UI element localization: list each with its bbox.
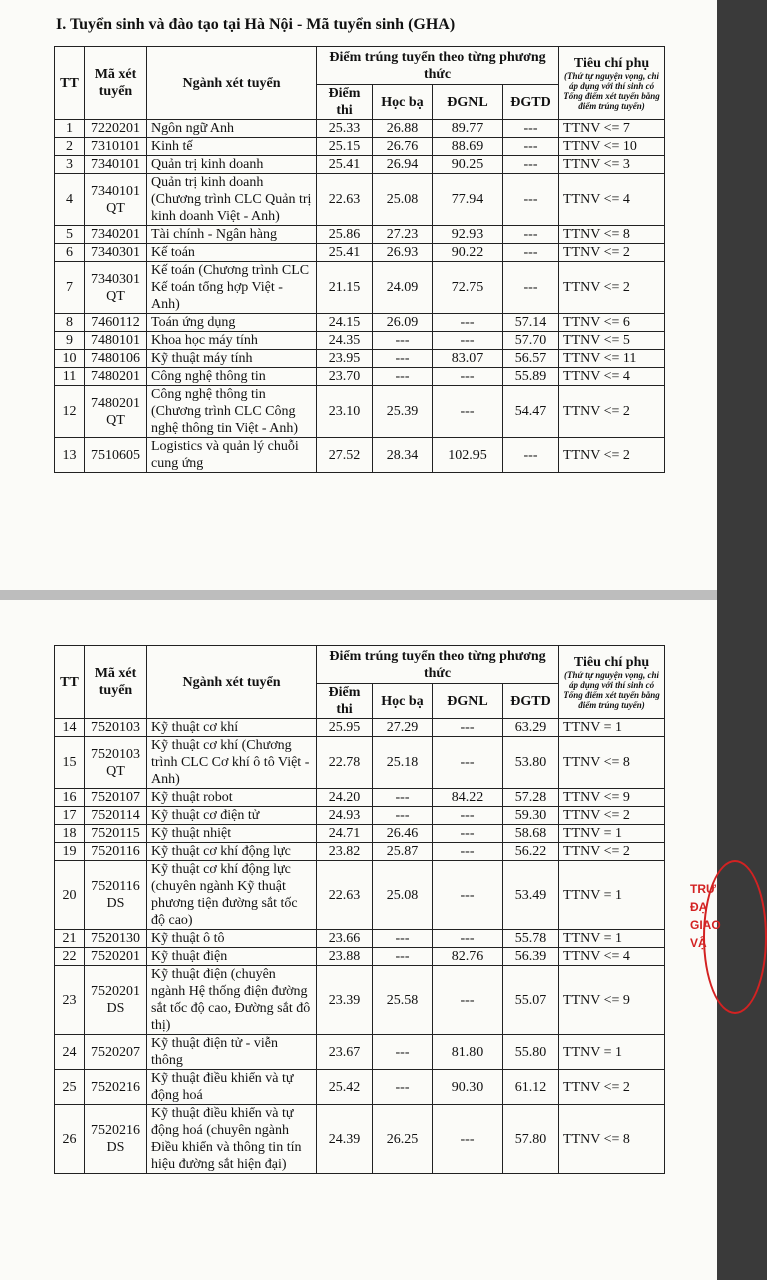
row-hoc-ba: ---: [373, 350, 433, 368]
row-dgnl: 72.75: [433, 262, 503, 314]
row-dgtd: ---: [503, 438, 559, 473]
row-dgnl: ---: [433, 825, 503, 843]
row-major: Ngôn ngữ Anh: [147, 120, 317, 138]
criteria-note: (Thứ tự nguyện vọng, chỉ áp dụng với thí sinh có Tổng điểm xét tuyển bằng điểm trúng tuyển): [563, 669, 660, 710]
criteria-title: Tiêu chí phụ: [573, 55, 650, 71]
table-row: [55, 1035, 665, 1070]
page-gap: [0, 590, 717, 600]
row-major: Kỹ thuật ô tô: [147, 930, 317, 948]
row-criteria: TTNV <= 2: [559, 262, 665, 314]
row-diem-thi: 27.52: [317, 438, 373, 473]
table-row: [55, 120, 665, 138]
table-1-body: [55, 120, 665, 473]
row-criteria: TTNV = 1: [559, 825, 665, 843]
row-major: Quản trị kinh doanh: [147, 156, 317, 174]
row-diem-thi: 25.15: [317, 138, 373, 156]
row-code: 7460112: [85, 314, 147, 332]
row-dgnl: 102.95: [433, 438, 503, 473]
table-row: [55, 825, 665, 843]
row-code: 7340201: [85, 226, 147, 244]
row-dgnl: ---: [433, 386, 503, 438]
header-dgtd: ĐGTD: [503, 85, 559, 120]
row-major: Tài chính - Ngân hàng: [147, 226, 317, 244]
row-major: Kỹ thuật cơ khí động lực: [147, 843, 317, 861]
header-diem-thi: Điểm thi: [317, 85, 373, 120]
row-diem-thi: 22.63: [317, 174, 373, 226]
row-code: 7310101: [85, 138, 147, 156]
row-hoc-ba: 27.23: [373, 226, 433, 244]
table-row: [55, 386, 665, 438]
row-diem-thi: 25.41: [317, 244, 373, 262]
row-major: Kỹ thuật máy tính: [147, 350, 317, 368]
row-hoc-ba: ---: [373, 368, 433, 386]
row-major: Công nghệ thông tin: [147, 368, 317, 386]
row-criteria: TTNV <= 2: [559, 386, 665, 438]
row-dgtd: 57.80: [503, 1105, 559, 1174]
header-score-group: Điểm trúng tuyển theo từng phương thức: [317, 47, 559, 85]
row-diem-thi: 22.78: [317, 737, 373, 789]
row-hoc-ba: 25.18: [373, 737, 433, 789]
admission-table-1: [54, 46, 665, 473]
row-number: 17: [55, 807, 85, 825]
row-code: 7340301: [85, 244, 147, 262]
row-number: 16: [55, 789, 85, 807]
row-diem-thi: 23.10: [317, 386, 373, 438]
header-code: Mã xét tuyển: [85, 47, 147, 120]
row-hoc-ba: 26.93: [373, 244, 433, 262]
header-code: Mã xét tuyển: [85, 646, 147, 719]
row-number: 10: [55, 350, 85, 368]
row-major: Kỹ thuật cơ khí (Chương trình CLC Cơ khí ô tô Việt - Anh): [147, 737, 317, 789]
row-hoc-ba: 25.08: [373, 174, 433, 226]
row-criteria: TTNV <= 8: [559, 226, 665, 244]
row-dgnl: 88.69: [433, 138, 503, 156]
row-code: 7480101: [85, 332, 147, 350]
row-criteria: TTNV <= 5: [559, 332, 665, 350]
row-dgtd: 57.14: [503, 314, 559, 332]
table-2-body: [55, 719, 665, 1174]
row-dgnl: ---: [433, 843, 503, 861]
row-code: 7520116 DS: [85, 861, 147, 930]
row-dgnl: 92.93: [433, 226, 503, 244]
table-row: [55, 789, 665, 807]
row-criteria: TTNV <= 4: [559, 368, 665, 386]
row-dgtd: ---: [503, 174, 559, 226]
row-major: Kỹ thuật điều khiển và tự động hoá (chuyên ngành Điều khiển và thông tin tín hiệu đường sắt hiện đại): [147, 1105, 317, 1174]
row-major: Công nghệ thông tin (Chương trình CLC Công nghệ thông tin Việt - Anh): [147, 386, 317, 438]
row-number: 8: [55, 314, 85, 332]
row-diem-thi: 23.66: [317, 930, 373, 948]
row-hoc-ba: 26.88: [373, 120, 433, 138]
row-number: 14: [55, 719, 85, 737]
row-dgtd: 59.30: [503, 807, 559, 825]
row-criteria: TTNV <= 8: [559, 1105, 665, 1174]
row-diem-thi: 23.95: [317, 350, 373, 368]
row-code: 7510605: [85, 438, 147, 473]
row-dgtd: 63.29: [503, 719, 559, 737]
row-criteria: TTNV <= 2: [559, 244, 665, 262]
row-hoc-ba: 25.87: [373, 843, 433, 861]
row-diem-thi: 25.95: [317, 719, 373, 737]
row-number: 22: [55, 948, 85, 966]
row-number: 23: [55, 966, 85, 1035]
header-hoc-ba: Học bạ: [373, 85, 433, 120]
row-dgtd: ---: [503, 244, 559, 262]
row-number: 18: [55, 825, 85, 843]
row-dgtd: 56.22: [503, 843, 559, 861]
row-code: 7340101: [85, 156, 147, 174]
row-diem-thi: 24.20: [317, 789, 373, 807]
row-dgnl: ---: [433, 807, 503, 825]
row-criteria: TTNV <= 4: [559, 174, 665, 226]
table-row: [55, 138, 665, 156]
admission-table-2: [54, 645, 665, 1174]
row-number: 26: [55, 1105, 85, 1174]
stamp-text: TRƯ ĐẠ GIAO VẬ: [690, 882, 721, 950]
table-row: [55, 244, 665, 262]
header-criteria: [559, 646, 665, 719]
row-major: Kỹ thuật cơ điện tử: [147, 807, 317, 825]
row-major: Kế toán: [147, 244, 317, 262]
row-code: 7480201: [85, 368, 147, 386]
row-criteria: TTNV <= 7: [559, 120, 665, 138]
row-code: 7520116: [85, 843, 147, 861]
row-major: Kỹ thuật nhiệt: [147, 825, 317, 843]
row-dgtd: ---: [503, 120, 559, 138]
row-number: 12: [55, 386, 85, 438]
row-dgnl: 90.30: [433, 1070, 503, 1105]
row-criteria: TTNV <= 11: [559, 350, 665, 368]
row-hoc-ba: 25.39: [373, 386, 433, 438]
row-dgnl: ---: [433, 1105, 503, 1174]
table-row: [55, 314, 665, 332]
table-row: [55, 174, 665, 226]
row-diem-thi: 24.71: [317, 825, 373, 843]
row-major: Logistics và quản lý chuỗi cung ứng: [147, 438, 317, 473]
header-dgtd: ĐGTD: [503, 684, 559, 719]
row-dgtd: 53.49: [503, 861, 559, 930]
row-number: 9: [55, 332, 85, 350]
row-dgnl: 90.25: [433, 156, 503, 174]
row-dgtd: 53.80: [503, 737, 559, 789]
row-dgtd: 58.68: [503, 825, 559, 843]
row-number: 21: [55, 930, 85, 948]
row-code: 7520103 QT: [85, 737, 147, 789]
row-major: Kỹ thuật điện: [147, 948, 317, 966]
row-major: Kỹ thuật điện (chuyên ngành Hệ thống điện đường sắt tốc độ cao, Đường sắt đô thị): [147, 966, 317, 1035]
row-code: 7520130: [85, 930, 147, 948]
header-hoc-ba: Học bạ: [373, 684, 433, 719]
row-number: 20: [55, 861, 85, 930]
row-criteria: TTNV <= 9: [559, 789, 665, 807]
row-diem-thi: 24.39: [317, 1105, 373, 1174]
row-criteria: TTNV <= 3: [559, 156, 665, 174]
row-hoc-ba: ---: [373, 1070, 433, 1105]
row-code: 7520115: [85, 825, 147, 843]
row-dgtd: 61.12: [503, 1070, 559, 1105]
row-code: 7520216 DS: [85, 1105, 147, 1174]
row-number: 24: [55, 1035, 85, 1070]
row-code: 7520107: [85, 789, 147, 807]
row-diem-thi: 25.41: [317, 156, 373, 174]
table-row: [55, 262, 665, 314]
row-dgtd: 54.47: [503, 386, 559, 438]
row-code: 7520207: [85, 1035, 147, 1070]
row-hoc-ba: ---: [373, 1035, 433, 1070]
row-major: Khoa học máy tính: [147, 332, 317, 350]
row-major: Kỹ thuật cơ khí: [147, 719, 317, 737]
row-dgnl: ---: [433, 368, 503, 386]
row-criteria: TTNV <= 2: [559, 1070, 665, 1105]
row-criteria: TTNV <= 8: [559, 737, 665, 789]
row-hoc-ba: 24.09: [373, 262, 433, 314]
row-hoc-ba: 26.09: [373, 314, 433, 332]
row-diem-thi: 25.42: [317, 1070, 373, 1105]
table-row: [55, 226, 665, 244]
row-dgnl: ---: [433, 719, 503, 737]
row-dgtd: 55.07: [503, 966, 559, 1035]
table-row: [55, 1070, 665, 1105]
row-code: 7520103: [85, 719, 147, 737]
row-hoc-ba: 26.25: [373, 1105, 433, 1174]
row-dgtd: 55.80: [503, 1035, 559, 1070]
row-major: Kỹ thuật cơ khí động lực (chuyên ngành Kỹ thuật phương tiện đường sắt tốc độ cao): [147, 861, 317, 930]
row-hoc-ba: ---: [373, 789, 433, 807]
row-code: 7480201 QT: [85, 386, 147, 438]
row-dgnl: ---: [433, 966, 503, 1035]
row-dgtd: 57.28: [503, 789, 559, 807]
row-diem-thi: 25.86: [317, 226, 373, 244]
row-dgnl: 82.76: [433, 948, 503, 966]
row-diem-thi: 23.88: [317, 948, 373, 966]
section-title: I. Tuyển sinh và đào tạo tại Hà Nội - Mã tuyển sinh (GHA): [56, 16, 456, 33]
row-code: 7520216: [85, 1070, 147, 1105]
row-code: 7220201: [85, 120, 147, 138]
row-dgnl: 84.22: [433, 789, 503, 807]
table-row: [55, 861, 665, 930]
row-major: Toán ứng dụng: [147, 314, 317, 332]
header-tt: TT: [55, 646, 85, 719]
table-row: [55, 807, 665, 825]
row-diem-thi: 24.93: [317, 807, 373, 825]
row-code: 7480106: [85, 350, 147, 368]
row-dgtd: ---: [503, 156, 559, 174]
row-dgtd: 55.89: [503, 368, 559, 386]
header-dgnl: ĐGNL: [433, 684, 503, 719]
row-dgtd: ---: [503, 138, 559, 156]
row-dgnl: 81.80: [433, 1035, 503, 1070]
header-diem-thi: Điểm thi: [317, 684, 373, 719]
row-number: 15: [55, 737, 85, 789]
row-criteria: TTNV <= 2: [559, 438, 665, 473]
row-dgnl: ---: [433, 737, 503, 789]
table-row: [55, 966, 665, 1035]
row-hoc-ba: ---: [373, 930, 433, 948]
row-dgtd: 55.78: [503, 930, 559, 948]
row-criteria: TTNV = 1: [559, 1035, 665, 1070]
row-dgnl: 89.77: [433, 120, 503, 138]
row-number: 19: [55, 843, 85, 861]
row-major: Quản trị kinh doanh (Chương trình CLC Quản trị kinh doanh Việt - Anh): [147, 174, 317, 226]
table-row: [55, 737, 665, 789]
row-number: 1: [55, 120, 85, 138]
header-major: Ngành xét tuyển: [147, 47, 317, 120]
header-major: Ngành xét tuyển: [147, 646, 317, 719]
row-hoc-ba: 26.76: [373, 138, 433, 156]
row-diem-thi: 24.15: [317, 314, 373, 332]
row-hoc-ba: 25.58: [373, 966, 433, 1035]
row-criteria: TTNV <= 2: [559, 843, 665, 861]
row-diem-thi: 23.70: [317, 368, 373, 386]
row-dgnl: 77.94: [433, 174, 503, 226]
row-major: Kỹ thuật robot: [147, 789, 317, 807]
row-diem-thi: 25.33: [317, 120, 373, 138]
table-row: [55, 332, 665, 350]
row-number: 25: [55, 1070, 85, 1105]
table-row: [55, 156, 665, 174]
row-hoc-ba: 28.34: [373, 438, 433, 473]
row-code: 7520114: [85, 807, 147, 825]
table-row: [55, 948, 665, 966]
row-criteria: TTNV = 1: [559, 861, 665, 930]
row-number: 2: [55, 138, 85, 156]
table-row: [55, 438, 665, 473]
row-code: 7520201: [85, 948, 147, 966]
row-number: 11: [55, 368, 85, 386]
row-hoc-ba: 27.29: [373, 719, 433, 737]
row-dgtd: ---: [503, 226, 559, 244]
row-dgnl: 83.07: [433, 350, 503, 368]
header-dgnl: ĐGNL: [433, 85, 503, 120]
row-hoc-ba: ---: [373, 332, 433, 350]
header-criteria: [559, 47, 665, 120]
row-dgtd: 57.70: [503, 332, 559, 350]
row-criteria: TTNV <= 10: [559, 138, 665, 156]
row-dgnl: ---: [433, 930, 503, 948]
row-criteria: TTNV <= 6: [559, 314, 665, 332]
row-hoc-ba: 26.94: [373, 156, 433, 174]
criteria-title: Tiêu chí phụ: [573, 654, 650, 670]
row-criteria: TTNV = 1: [559, 719, 665, 737]
table-row: [55, 843, 665, 861]
row-diem-thi: 21.15: [317, 262, 373, 314]
table-row: [55, 368, 665, 386]
row-dgnl: ---: [433, 861, 503, 930]
row-major: Kế toán (Chương trình CLC Kế toán tổng hợp Việt - Anh): [147, 262, 317, 314]
row-number: 3: [55, 156, 85, 174]
header-score-group: Điểm trúng tuyển theo từng phương thức: [317, 646, 559, 684]
row-dgtd: ---: [503, 262, 559, 314]
row-major: Kỹ thuật điều khiển và tự động hoá: [147, 1070, 317, 1105]
row-dgnl: 90.22: [433, 244, 503, 262]
row-hoc-ba: 26.46: [373, 825, 433, 843]
row-major: Kinh tế: [147, 138, 317, 156]
table-row: [55, 930, 665, 948]
row-diem-thi: 23.39: [317, 966, 373, 1035]
row-diem-thi: 24.35: [317, 332, 373, 350]
row-dgtd: 56.57: [503, 350, 559, 368]
row-dgtd: 56.39: [503, 948, 559, 966]
row-hoc-ba: ---: [373, 948, 433, 966]
header-tt: TT: [55, 47, 85, 120]
row-diem-thi: 23.67: [317, 1035, 373, 1070]
table-row: [55, 350, 665, 368]
table-row: [55, 719, 665, 737]
criteria-note: (Thứ tự nguyện vọng, chỉ áp dụng với thí sinh có Tổng điểm xét tuyển bằng điểm trúng tuyển): [563, 70, 660, 111]
row-hoc-ba: 25.08: [373, 861, 433, 930]
row-dgnl: ---: [433, 314, 503, 332]
row-dgnl: ---: [433, 332, 503, 350]
row-criteria: TTNV <= 2: [559, 807, 665, 825]
row-criteria: TTNV = 1: [559, 930, 665, 948]
row-number: 13: [55, 438, 85, 473]
row-number: 6: [55, 244, 85, 262]
row-diem-thi: 22.63: [317, 861, 373, 930]
row-code: 7520201 DS: [85, 966, 147, 1035]
row-hoc-ba: ---: [373, 807, 433, 825]
row-code: 7340101 QT: [85, 174, 147, 226]
row-diem-thi: 23.82: [317, 843, 373, 861]
table-row: [55, 1105, 665, 1174]
row-number: 7: [55, 262, 85, 314]
row-criteria: TTNV <= 9: [559, 966, 665, 1035]
row-code: 7340301 QT: [85, 262, 147, 314]
row-criteria: TTNV <= 4: [559, 948, 665, 966]
row-number: 5: [55, 226, 85, 244]
row-major: Kỹ thuật điện tử - viễn thông: [147, 1035, 317, 1070]
row-number: 4: [55, 174, 85, 226]
